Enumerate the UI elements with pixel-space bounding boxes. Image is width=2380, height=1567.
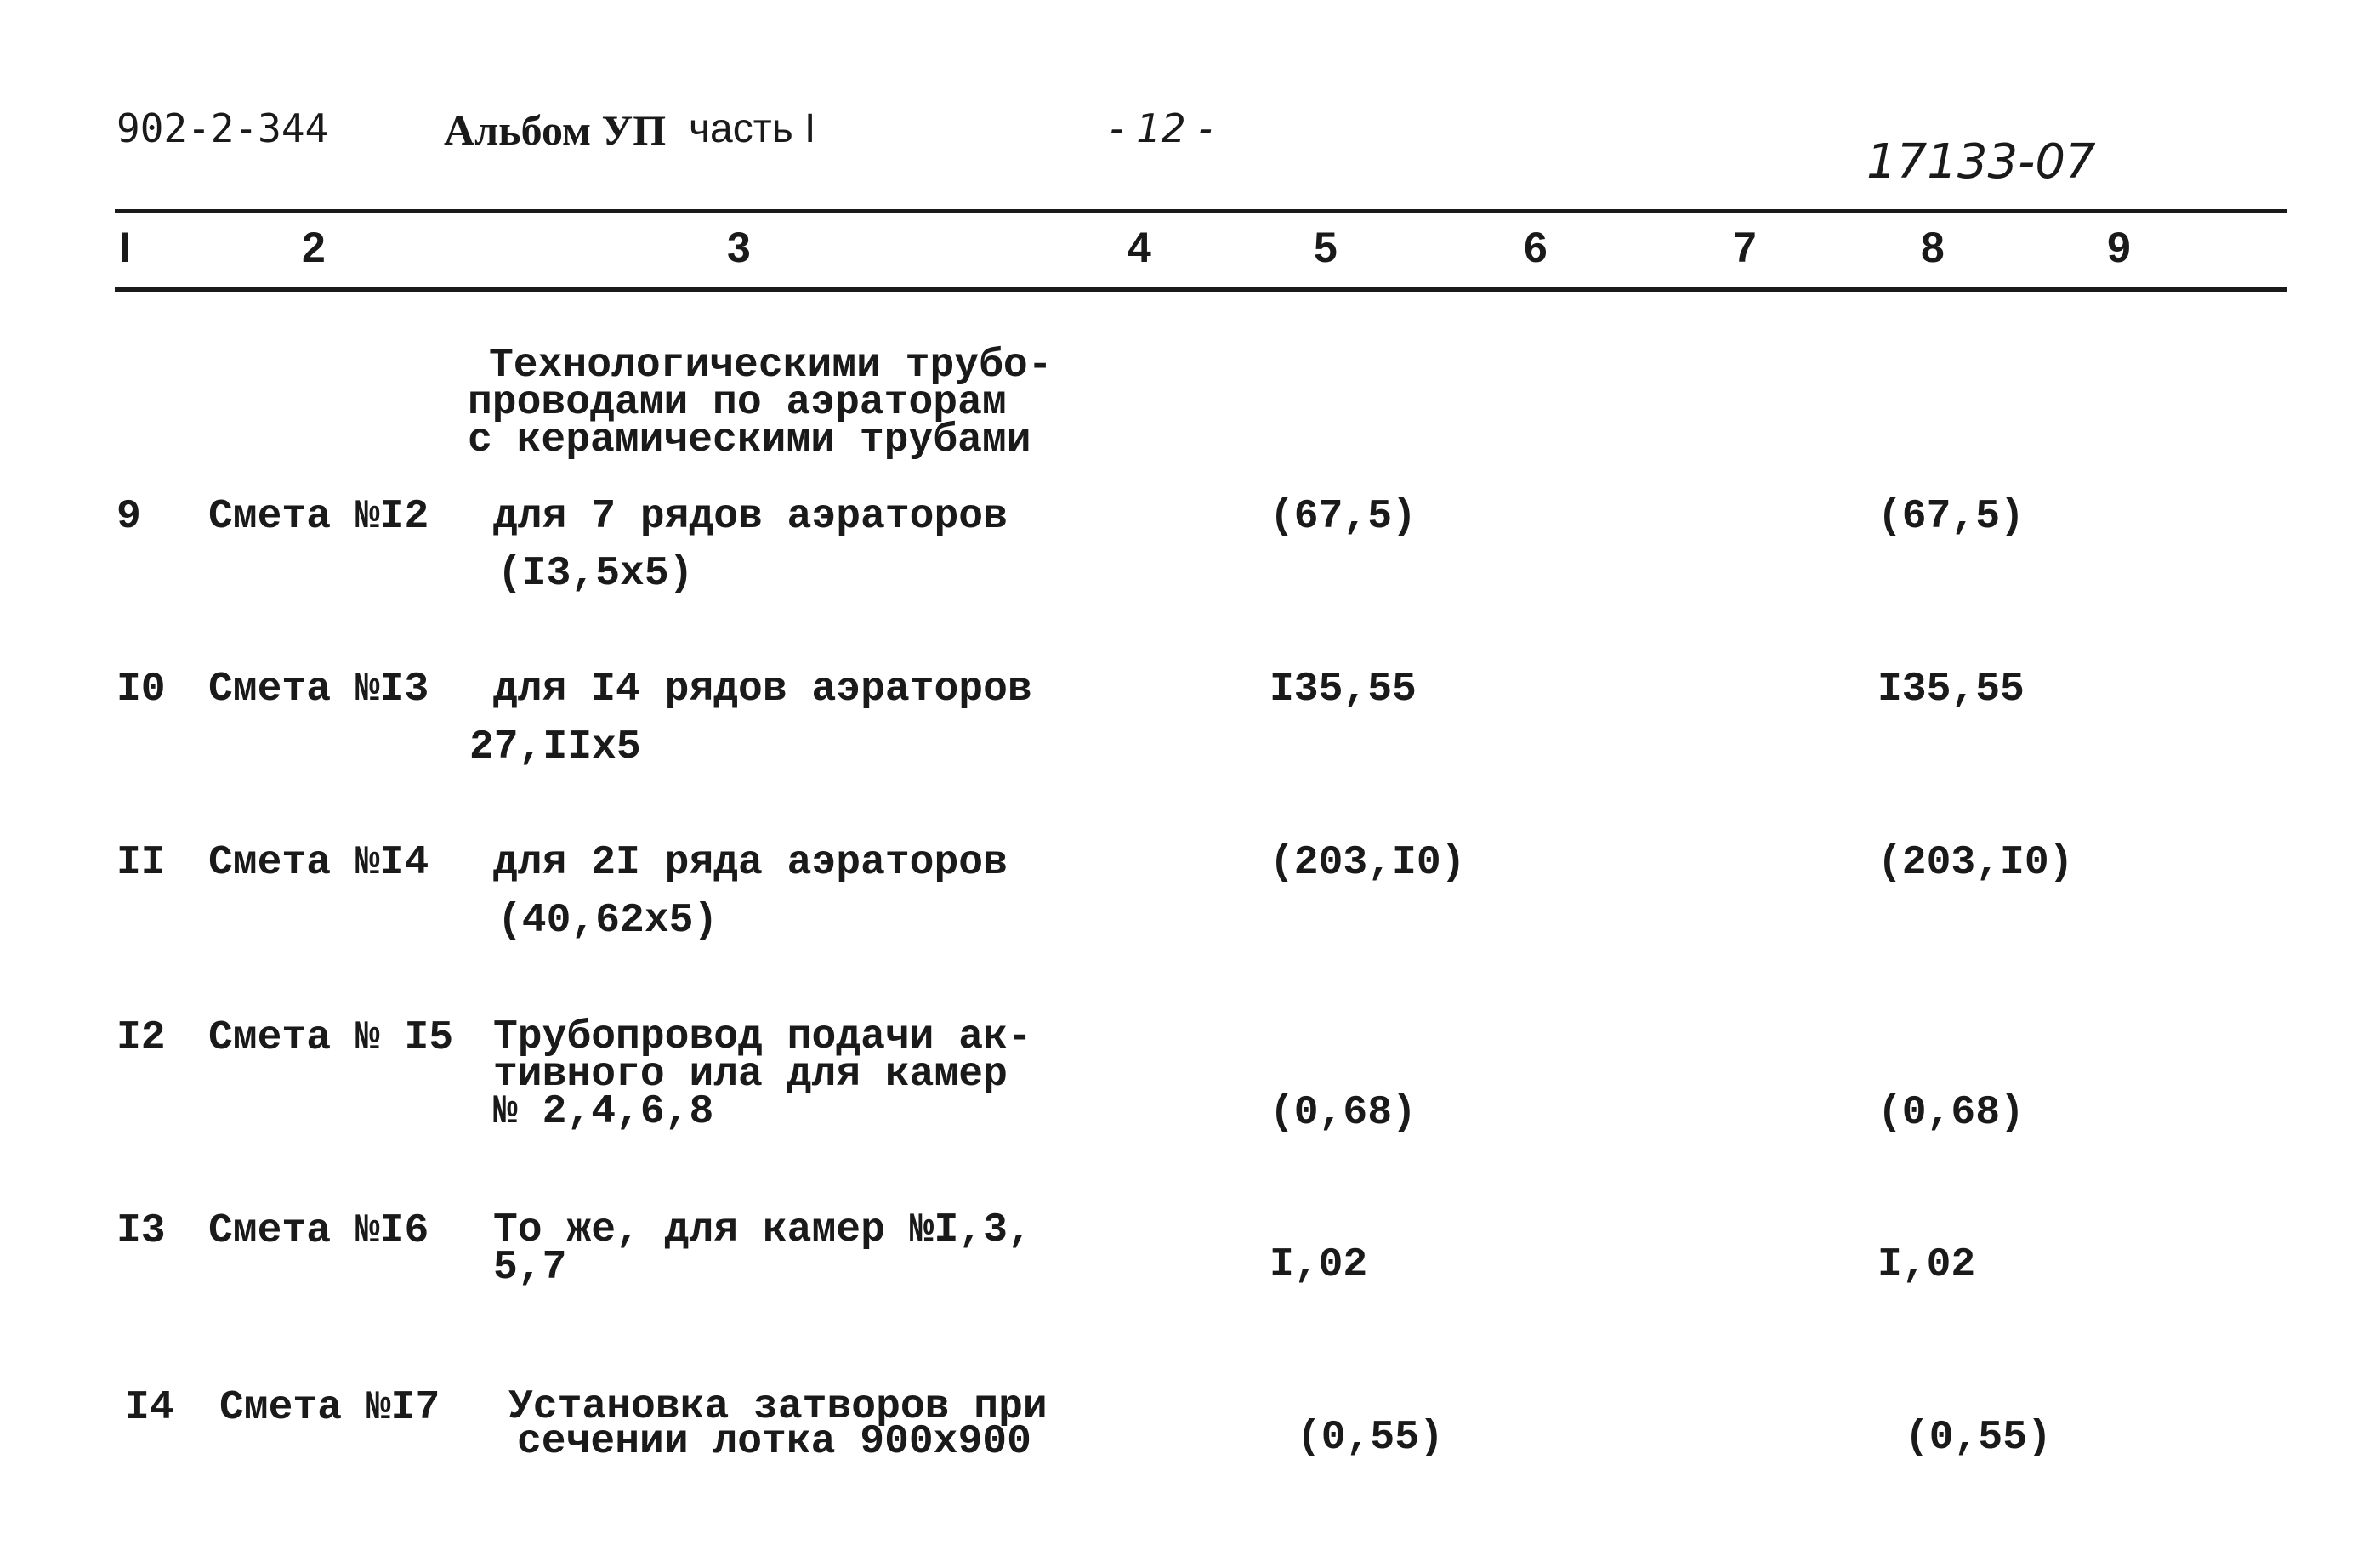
column-number-6: 6 bbox=[1524, 224, 1548, 271]
column-number-5: 5 bbox=[1314, 224, 1338, 271]
row-estimate: Смета №I2 bbox=[208, 494, 429, 540]
row-value-col5: (203,I0) bbox=[1270, 840, 1466, 886]
row-description-line: (I3,5x5) bbox=[497, 551, 694, 597]
row-number: I3 bbox=[116, 1208, 166, 1254]
row-description-line: То же, для камер №I,3, bbox=[493, 1207, 1032, 1253]
intro-line-3: с керамическими трубами bbox=[468, 417, 1031, 463]
row-estimate: Смета №I3 bbox=[208, 667, 429, 713]
row-value-col8: (0,68) bbox=[1877, 1090, 2025, 1136]
document-number: 17133-07 bbox=[1866, 134, 2096, 190]
row-description-line: № 2,4,6,8 bbox=[493, 1089, 714, 1135]
row-number: I2 bbox=[116, 1015, 166, 1061]
column-number-8: 8 bbox=[1921, 224, 1945, 271]
intro-line-2: проводами по аэраторам bbox=[468, 380, 1007, 426]
document-code: 902-2-344 bbox=[116, 105, 329, 151]
row-description-line: Установка затворов при bbox=[508, 1384, 1048, 1430]
column-number-2: 2 bbox=[302, 224, 326, 271]
table-top-rule bbox=[115, 209, 2287, 213]
part-label: часть I bbox=[689, 106, 816, 151]
row-value-col8: (203,I0) bbox=[1877, 840, 2074, 886]
row-value-col8: I,02 bbox=[1877, 1242, 1976, 1288]
row-number: 9 bbox=[116, 494, 141, 540]
row-description-line: для 7 рядов аэраторов bbox=[493, 494, 1008, 540]
row-description-line: тивного ила для камер bbox=[493, 1052, 1008, 1098]
row-estimate: Смета №I6 bbox=[208, 1208, 429, 1254]
row-description-line: Трубопровод подачи ак- bbox=[493, 1014, 1032, 1060]
row-number: I0 bbox=[116, 667, 166, 713]
row-value-col5: I35,55 bbox=[1270, 667, 1417, 713]
row-value-col8: (67,5) bbox=[1877, 494, 2025, 540]
row-estimate: Смета №I7 bbox=[219, 1385, 440, 1431]
row-description-line: сечении лотка 900x900 bbox=[517, 1419, 1031, 1465]
column-number-7: 7 bbox=[1733, 224, 1757, 271]
album-label: Альбом УП bbox=[444, 106, 667, 154]
row-estimate: Смета №I4 bbox=[208, 840, 429, 886]
column-number-4: 4 bbox=[1128, 224, 1151, 271]
row-description-line: для 2I ряда аэраторов bbox=[493, 840, 1008, 886]
row-description-line: 27,IIx5 bbox=[469, 724, 641, 770]
page-number: - 12 - bbox=[1110, 105, 1213, 151]
column-number-1: I bbox=[119, 224, 131, 271]
row-value-col8: I35,55 bbox=[1877, 667, 2025, 713]
row-description-line: (40,62x5) bbox=[497, 898, 719, 944]
row-estimate: Смета № I5 bbox=[208, 1015, 454, 1061]
row-number: I4 bbox=[125, 1385, 174, 1431]
column-number-3: 3 bbox=[727, 224, 751, 271]
row-description-line: 5,7 bbox=[493, 1245, 567, 1291]
intro-line-1: Технологическими трубо- bbox=[489, 343, 1053, 389]
row-number: II bbox=[116, 840, 166, 886]
row-value-col5: I,02 bbox=[1270, 1242, 1368, 1288]
row-value-col5: (67,5) bbox=[1270, 494, 1417, 540]
table-header-rule bbox=[115, 287, 2287, 292]
row-value-col8: (0,55) bbox=[1905, 1415, 2052, 1461]
row-value-col5: (0,55) bbox=[1297, 1415, 1444, 1461]
row-description-line: для I4 рядов аэраторов bbox=[493, 667, 1032, 713]
column-number-9: 9 bbox=[2107, 224, 2131, 271]
row-value-col5: (0,68) bbox=[1270, 1090, 1417, 1136]
